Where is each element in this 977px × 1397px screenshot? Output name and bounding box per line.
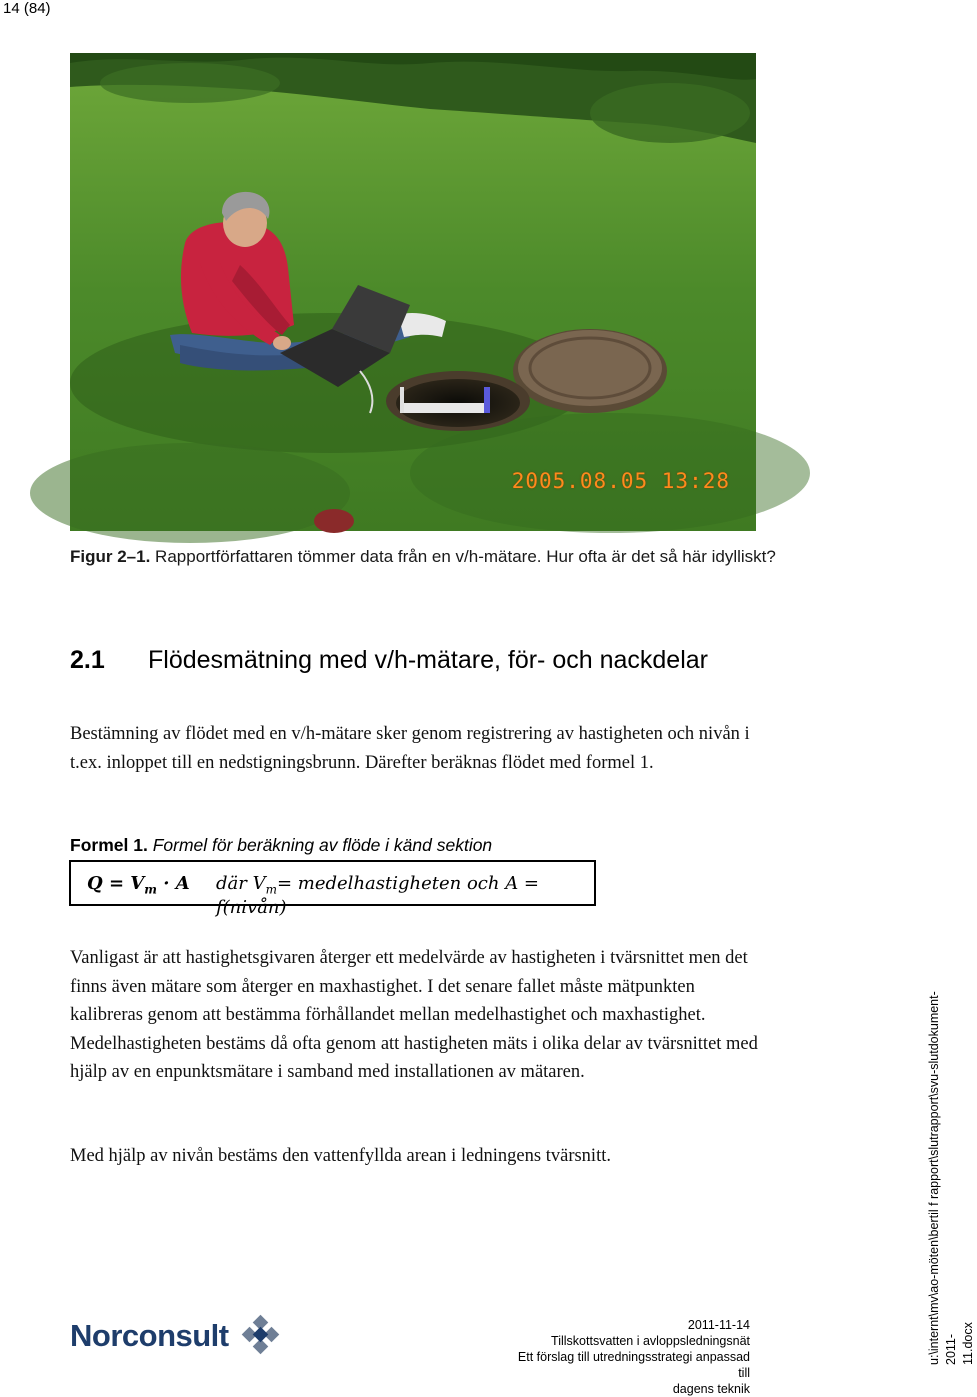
formula-lhs-subscript: m <box>144 882 157 897</box>
footer-line-3: dagens teknik <box>672 1382 750 1396</box>
photo-timestamp: 2005.08.05 13:28 <box>511 469 730 493</box>
section-heading <box>70 644 770 677</box>
file-path-line-2: 11.docx <box>961 1322 975 1365</box>
norconsult-diamond-logo-icon <box>240 1316 282 1356</box>
formula-desc-prefix: där V <box>216 873 266 894</box>
formula-title: Formel för beräkning av flöde i känd sektion <box>152 835 493 855</box>
figure-photo <box>70 53 756 531</box>
photo-illustration <box>70 53 756 531</box>
page-number: 14 (84) <box>3 0 51 17</box>
formula-caption <box>70 835 492 856</box>
formula-box <box>69 860 596 918</box>
paragraph-mean-velocity: Vanligast är att hastighetsgivaren återger ett medelvärde av hastigheten i tvärsnittet men det finns även mätare som återger en maxhastighet. I det senare fallet måste mätpunkten kalibreras genom att bestämma förhållandet mellan medelhastighet och maxhastighet. Medelhastigheten bestäms då ofta genom att hastigheten mäts i olika delar av tvärsnittet med hjälp av en enpunktsmätare i samband med installationen av mätaren. <box>70 948 758 1082</box>
figure-label: Figur 2–1. <box>70 547 151 566</box>
formula-lhs-rest: · A <box>156 873 190 894</box>
figure-caption-text: Rapportförfattaren tömmer data från en v/h-mätare. Hur ofta är det så här idylliskt? <box>155 547 776 566</box>
file-path-line-1: u:\internt\mv\ao-möten\bertil f rapport\slutrapport\svu-slutdokument-2011- <box>927 991 958 1365</box>
company-logo: Norconsult <box>70 1318 229 1353</box>
formula-lhs: Q = V <box>87 873 145 894</box>
footer-line-1: Tillskottsvatten i avloppsledningsnät <box>551 1334 750 1348</box>
formula-description <box>216 873 594 918</box>
section-title: Flödesmätning med v/h-mätare, för- och nackdelar <box>148 646 708 674</box>
formula-desc-subscript: m <box>265 882 277 897</box>
footer-date: 2011-11-14 <box>687 1318 750 1332</box>
paragraph-level: Med hjälp av nivån bestäms den vattenfyllda arean i ledningens tvärsnitt. <box>70 1146 611 1166</box>
footer-info <box>510 1317 750 1397</box>
paragraph-intro: Bestämning av flödet med en v/h-mätare sker genom registrering av hastigheten och nivån i t.ex. inloppet till en nedstigningsbrunn. Därefter beräknas flödet med formel 1. <box>70 724 750 773</box>
document-file-path <box>926 965 975 1365</box>
figure-caption <box>70 545 853 568</box>
section-number: 2.1 <box>70 646 105 674</box>
footer-line-2: Ett förslag till utredningsstrategi anpassad till <box>517 1350 750 1380</box>
formula-label: Formel 1. <box>70 835 148 855</box>
formula-desc-rest: = medelhastigheten och A = f(nivån) <box>216 873 539 918</box>
formula-equation <box>87 873 190 897</box>
